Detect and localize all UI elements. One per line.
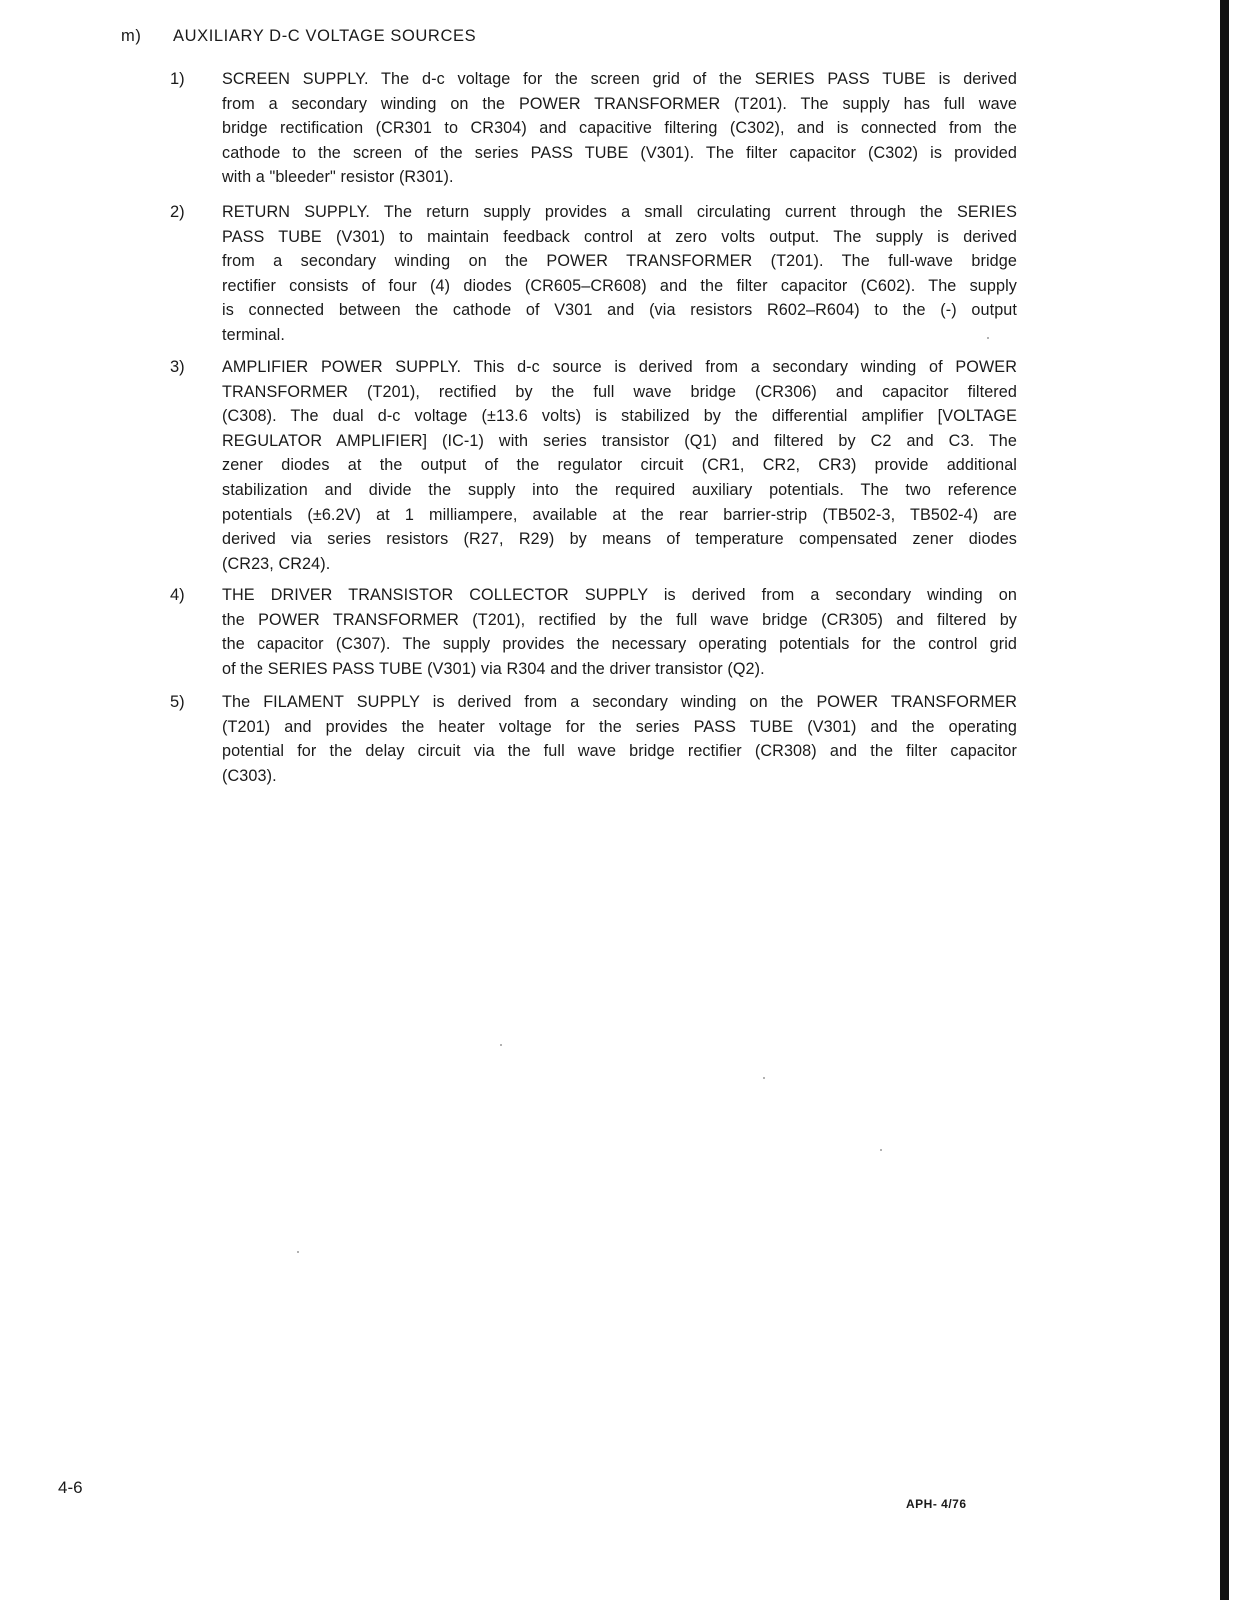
scan-speck [500, 1044, 502, 1046]
paragraph-line: AMPLIFIER POWER SUPPLY. This d-c source is derived from a secondary winding of POWER [222, 358, 1017, 376]
paragraph-line: terminal. [222, 325, 285, 344]
paragraph-line: cathode to the screen of the series PASS TUBE (V301). The filter capacitor (C302) is provided [222, 143, 1017, 162]
paragraph-line: zener diodes at the output of the regulator circuit (CR1, CR2, CR3) provide additional [222, 456, 1017, 475]
paragraph-line: rectifier consists of four (4) diodes (CR605–CR608) and the filter capacitor (C602). The supply [222, 276, 1017, 295]
item-number: 1) [170, 70, 185, 88]
paragraph-line: (C303). [222, 766, 277, 785]
paragraph-line: (T201) and provides the heater voltage for the series PASS TUBE (V301) and the operating [222, 717, 1017, 736]
paragraph-line: (C308). The dual d-c voltage (±13.6 volts) is stabilized by the differential amplifier [VOLTAGE [222, 407, 1017, 426]
paragraph-line: derived via series resistors (R27, R29) by means of temperature compensated zener diodes [222, 530, 1017, 549]
section-heading [121, 27, 476, 46]
paragraph-line: potential for the delay circuit via the full wave bridge rectifier (CR308) and the filter capacitor [222, 742, 1017, 761]
paragraph-line: TRANSFORMER (T201), rectified by the full wave bridge (CR306) and capacitor filtered [222, 382, 1017, 401]
section-title: AUXILIARY D-C VOLTAGE SOURCES [173, 27, 477, 45]
item-number: 5) [170, 693, 185, 711]
scan-speck [987, 337, 989, 339]
paragraph-line: THE DRIVER TRANSISTOR COLLECTOR SUPPLY is derived from a secondary winding on [222, 586, 1017, 604]
paragraph-line: (CR23, CR24). [222, 554, 331, 573]
paragraph-line: The FILAMENT SUPPLY is derived from a secondary winding on the POWER TRANSFORMER [222, 693, 1017, 711]
paragraph-line: from a secondary winding on the POWER TRANSFORMER (T201). The supply has full wave [222, 94, 1017, 113]
section-letter: m) [121, 27, 142, 45]
paragraph-line: from a secondary winding on the POWER TRANSFORMER (T201). The full-wave bridge [222, 252, 1017, 271]
item-number: 2) [170, 203, 185, 221]
scan-speck [763, 1077, 765, 1079]
paragraph-line: RETURN SUPPLY. The return supply provides a small circulating current through the SERIES [222, 203, 1017, 221]
scan-speck [297, 1251, 299, 1253]
paragraph-line: the POWER TRANSFORMER (T201), rectified by the full wave bridge (CR305) and filtered by [222, 610, 1017, 629]
paragraph-line: potentials (±6.2V) at 1 milliampere, available at the rear barrier-strip (TB502-3, TB502-4) are [222, 505, 1017, 524]
item-paragraph [222, 690, 1017, 788]
item-number: 3) [170, 358, 185, 376]
paragraph-line: with a "bleeder" resistor (R301). [222, 168, 454, 187]
page-edge-bar [1220, 0, 1229, 1600]
paragraph-line: is connected between the cathode of V301 and (via resistors R602–R604) to the (-) output [222, 301, 1017, 320]
scan-speck [880, 1149, 882, 1151]
paragraph-line: SCREEN SUPPLY. The d-c voltage for the screen grid of the SERIES PASS TUBE is derived [222, 70, 1017, 88]
paragraph-line: of the SERIES PASS TUBE (V301) via R304 and the driver transistor (Q2). [222, 659, 765, 678]
document-code: APH- 4/76 [906, 1497, 967, 1511]
paragraph-line: stabilization and divide the supply into the required auxiliary potentials. The two reference [222, 480, 1017, 499]
paragraph-line: bridge rectification (CR301 to CR304) and capacitive filtering (C302), and is connected from the [222, 119, 1017, 138]
item-paragraph [222, 583, 1017, 681]
item-paragraph [222, 67, 1017, 190]
page-number: 4-6 [58, 1478, 83, 1497]
paragraph-line: REGULATOR AMPLIFIER] (IC-1) with series transistor (Q1) and filtered by C2 and C3. The [222, 431, 1017, 450]
paragraph-line: the capacitor (C307). The supply provides the necessary operating potentials for the control grid [222, 635, 1017, 654]
item-number: 4) [170, 586, 185, 604]
paragraph-line: PASS TUBE (V301) to maintain feedback control at zero volts output. The supply is derived [222, 227, 1017, 246]
item-paragraph [222, 200, 1017, 348]
item-paragraph [222, 355, 1017, 576]
